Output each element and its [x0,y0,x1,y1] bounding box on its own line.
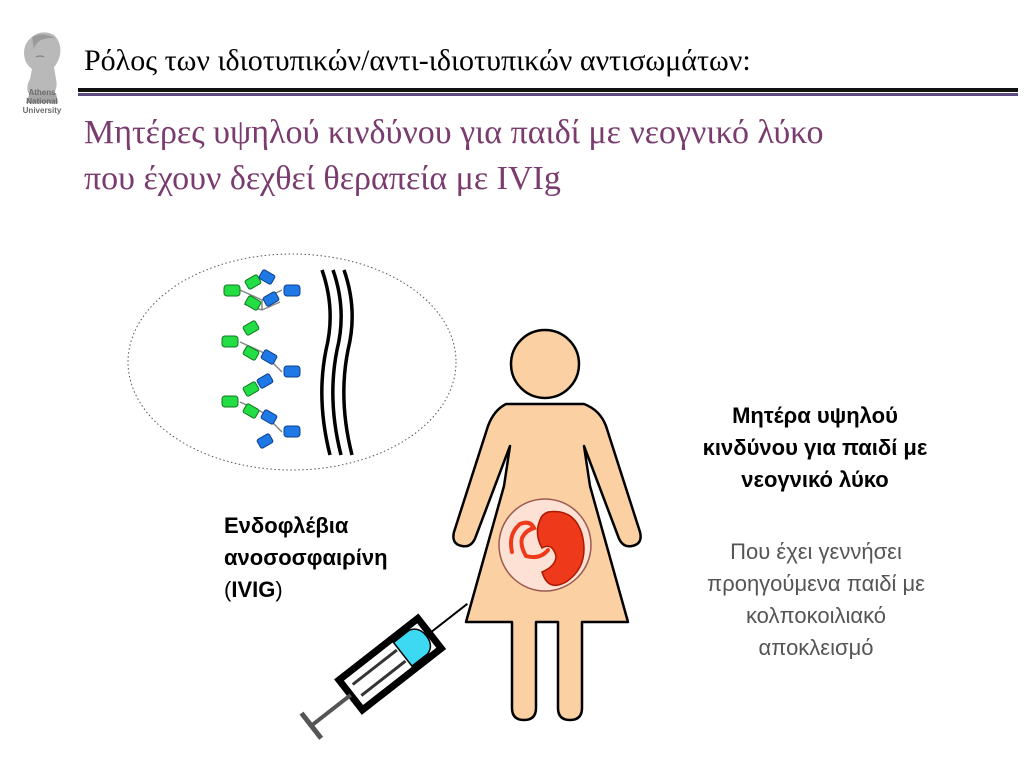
history-label [660,536,972,664]
syringe-icon [300,589,479,741]
membrane-icon [322,270,352,455]
ivig-paren-close: ) [275,577,283,602]
logo-line: National [26,97,58,106]
history-label-line: αποκλεισμό [758,635,874,660]
mother-label-line: κινδύνου για παιδί με [702,435,928,460]
ivig-label [224,510,464,606]
subtitle-line: Μητέρες υψηλού κινδύνου για παιδί με νεογνικό λύκο [84,114,824,151]
mother-label [660,400,970,496]
slide-title: Ρόλος των ιδιοτυπικών/αντι-ιδιοτυπικών αντισωμάτων: [84,44,751,77]
ivig-abbr-text: IVIG [231,577,276,602]
antibody-icon [222,381,300,449]
logo-line: Athens [28,88,56,97]
fetus-icon [499,499,591,591]
logo-line: University [22,106,62,115]
mother-label-line: νεογνικό λύκο [741,467,889,492]
history-label-line: κολποκοιλιακό [745,603,887,628]
ivig-paren-open: ( [224,577,232,602]
subtitle-line: που έχουν δεχθεί θεραπεία με IVIg [84,160,561,197]
ivig-abbreviation [224,574,464,606]
mother-label-line: Μητέρα υψηλού [732,403,898,428]
ivig-label-line: ανοσοσφαιρίνη [224,545,388,570]
antibody-icon [224,269,300,311]
ivig-label-line: Ενδοφλέβια [224,513,349,538]
antibody-oval [128,254,456,470]
history-label-line: προηγούμενα παιδί με [707,571,925,596]
history-label-line: Που έχει γεννήσει [730,539,902,564]
antibody-icon [222,320,300,389]
